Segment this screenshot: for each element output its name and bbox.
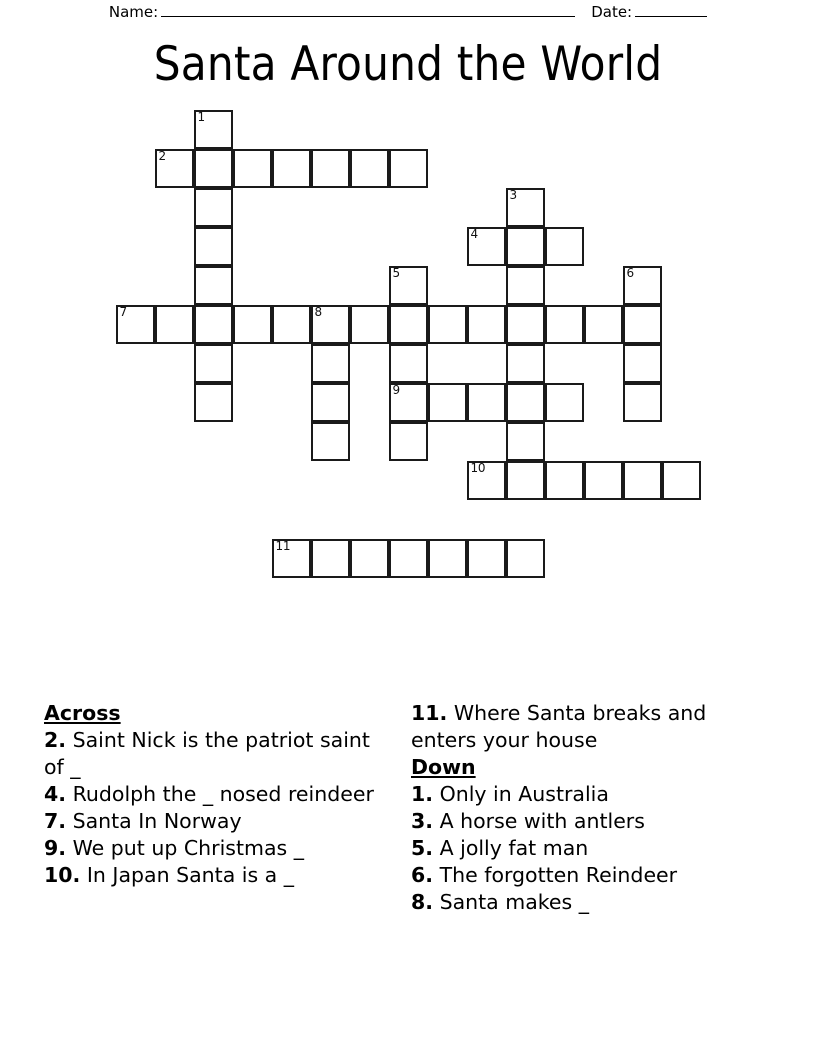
crossword-cell[interactable] [506,305,545,344]
cell-number: 5 [392,266,400,280]
crossword-cell[interactable] [311,383,350,422]
clue-section [44,700,774,960]
clue-number: 10. [44,863,81,887]
crossword-cell[interactable] [389,422,428,461]
cell-number: 10 [470,461,486,475]
clue-number: 9. [44,836,67,860]
crossword-cell[interactable] [389,344,428,383]
crossword-cell[interactable] [545,461,584,500]
crossword-cell[interactable] [194,227,233,266]
cell-number: 1 [197,110,205,124]
crossword-cell[interactable] [467,305,506,344]
clue-down-6 [411,862,761,889]
crossword-cell[interactable] [467,383,506,422]
crossword-cell[interactable] [194,188,233,227]
clue-down-8 [411,889,761,916]
crossword-cell[interactable] [428,305,467,344]
crossword-cell[interactable] [545,227,584,266]
crossword-cell[interactable] [389,383,428,422]
crossword-cell[interactable] [506,344,545,383]
crossword-cell[interactable] [194,344,233,383]
crossword-cell[interactable] [116,305,155,344]
crossword-cell[interactable] [155,149,194,188]
crossword-cell[interactable] [350,539,389,578]
clue-number: 1. [411,782,434,806]
crossword-cell[interactable] [506,227,545,266]
clue-text: In Japan Santa is a _ [80,863,294,887]
cell-number: 11 [275,539,291,553]
crossword-cell[interactable] [428,383,467,422]
crossword-cell[interactable] [545,305,584,344]
clue-across-11 [411,700,761,754]
cell-number: 2 [158,149,166,163]
clue-number: 3. [411,809,434,833]
crossword-cell[interactable] [662,461,701,500]
clue-number: 8. [411,890,434,914]
crossword-cell[interactable] [194,383,233,422]
crossword-cell[interactable] [623,461,662,500]
clue-number: 6. [411,863,434,887]
crossword-cell[interactable] [311,422,350,461]
crossword-cell[interactable] [623,305,662,344]
crossword-cell[interactable] [311,149,350,188]
crossword-cell[interactable] [506,422,545,461]
cell-number: 9 [392,383,400,397]
crossword-cell[interactable] [584,461,623,500]
crossword-cell[interactable] [350,149,389,188]
crossword-cell[interactable] [623,344,662,383]
clue-number: 4. [44,782,67,806]
clue-text: Santa In Norway [66,809,242,833]
crossword-cell[interactable] [584,305,623,344]
crossword-cell[interactable] [272,149,311,188]
clue-text: We put up Christmas _ [66,836,304,860]
crossword-cell[interactable] [623,383,662,422]
crossword-cell[interactable] [272,305,311,344]
crossword-cell[interactable] [623,266,662,305]
crossword-cell[interactable] [506,383,545,422]
crossword-cell[interactable] [233,305,272,344]
clue-text: Only in Australia [433,782,609,806]
crossword-cell[interactable] [389,305,428,344]
cell-number: 4 [470,227,478,241]
cell-number: 3 [509,188,517,202]
clue-text: A jolly fat man [433,836,589,860]
crossword-cell[interactable] [194,110,233,149]
clue-text: Rudolph the _ nosed reindeer [66,782,374,806]
crossword-cell[interactable] [467,539,506,578]
crossword-cell[interactable] [506,266,545,305]
across-heading: Across [44,701,121,725]
crossword-cell[interactable] [194,305,233,344]
crossword-cell[interactable] [311,344,350,383]
name-label: Name: [108,3,159,21]
crossword-cell[interactable] [233,149,272,188]
clue-text: Saint Nick is the patriot saint of _ [44,728,370,779]
crossword-cell[interactable] [311,305,350,344]
clue-across-2 [44,727,389,781]
crossword-cell[interactable] [311,539,350,578]
clue-down-5 [411,835,761,862]
clue-across-9 [44,835,389,862]
clue-text: A horse with antlers [433,809,645,833]
crossword-cell[interactable] [194,266,233,305]
clue-number: 11. [411,701,448,725]
clue-across-10 [44,862,389,889]
crossword-cell[interactable] [506,461,545,500]
across-clue-column [44,700,389,889]
clue-across-7 [44,808,389,835]
cell-number: 6 [626,266,634,280]
cell-number: 7 [119,305,127,319]
crossword-cell[interactable] [545,383,584,422]
crossword-cell[interactable] [350,305,389,344]
down-heading: Down [411,755,476,779]
clue-text: The forgotten Reindeer [433,863,678,887]
crossword-cell[interactable] [428,539,467,578]
clue-text: Santa makes _ [433,890,589,914]
crossword-cell[interactable] [506,188,545,227]
crossword-cell[interactable] [389,539,428,578]
crossword-cell[interactable] [194,149,233,188]
page-title: Santa Around the World [153,37,663,92]
clue-number: 2. [44,728,67,752]
crossword-cell[interactable] [389,266,428,305]
crossword-cell[interactable] [272,539,311,578]
crossword-cell[interactable] [155,305,194,344]
clue-text: Where Santa breaks and enters your house [411,701,707,752]
clue-number: 5. [411,836,434,860]
down-clue-column [411,700,761,916]
crossword-cell[interactable] [389,149,428,188]
clue-number: 7. [44,809,67,833]
cell-number: 8 [314,305,322,319]
date-label: Date: [591,3,633,21]
crossword-cell[interactable] [467,461,506,500]
clue-down-3 [411,808,761,835]
crossword-cell[interactable] [506,539,545,578]
clue-down-1 [411,781,761,808]
clue-across-4 [44,781,389,808]
crossword-cell[interactable] [467,227,506,266]
